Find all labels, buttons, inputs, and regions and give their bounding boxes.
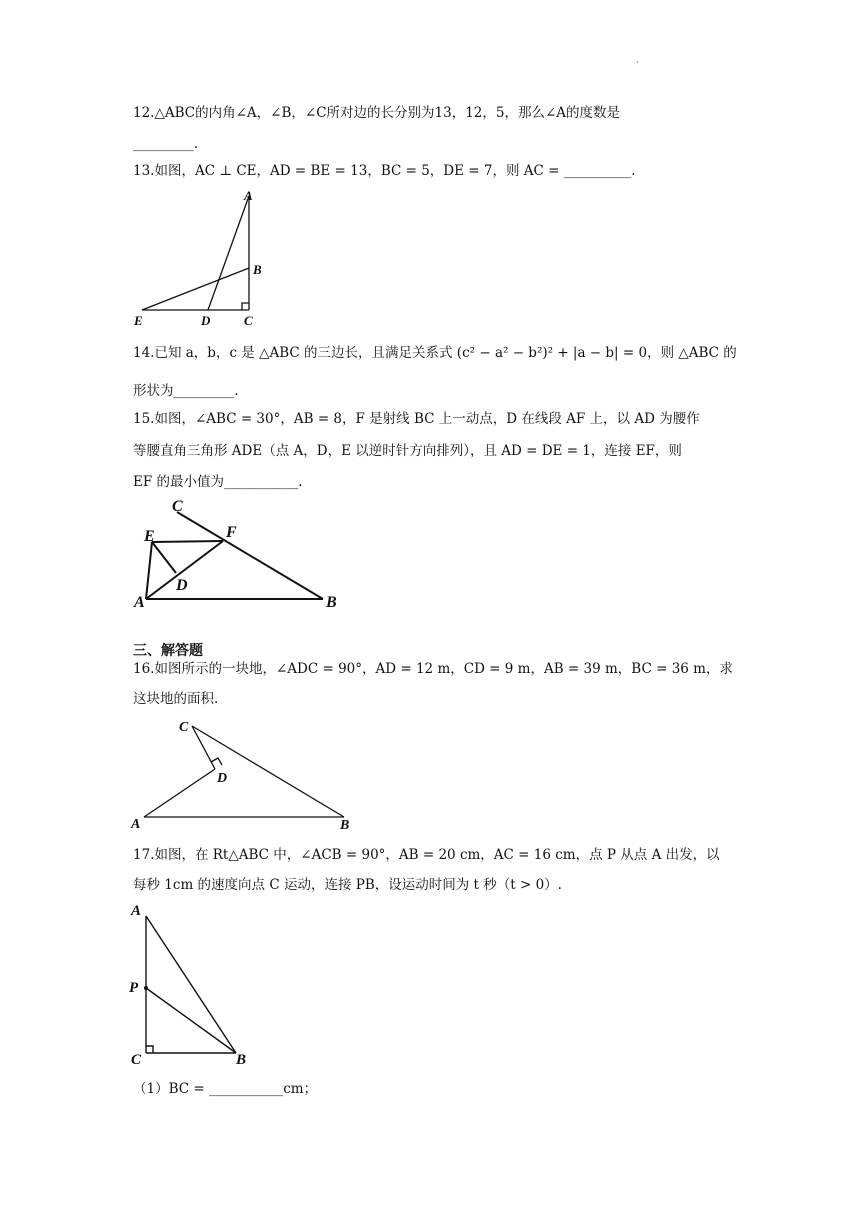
q15-label-d: D bbox=[176, 577, 188, 594]
q12-line1: 12.△ABC的内角∠A，∠B，∠C所对边的长分别为13，12，5，那么∠A的度数是 bbox=[133, 105, 621, 121]
q16-line1: 16.如图所示的一块地，∠ADC = 90°，AD = 12 m，CD = 9 m，AB = 39 m，BC = 36 m，求 bbox=[133, 661, 733, 677]
q17-right-angle-mark bbox=[146, 1046, 153, 1053]
q16-label-b: B bbox=[340, 818, 350, 833]
q15-label-a: A bbox=[134, 594, 145, 611]
q14-line2: 形状为_________. bbox=[133, 383, 239, 399]
q17-line1: 17.如图，在 Rt△ABC 中，∠ACB = 90°，AB = 20 cm，AC = 16 cm，点 P 从点 A 出发，以 bbox=[133, 847, 720, 863]
q17-point-p bbox=[144, 986, 148, 990]
q16-label-c: C bbox=[179, 720, 189, 735]
q15-label-b: B bbox=[326, 594, 337, 611]
q17-label-p: P bbox=[129, 980, 139, 996]
q13-label-c: C bbox=[244, 313, 253, 328]
q17-label-b: B bbox=[236, 1052, 247, 1068]
q15-segment-ef bbox=[152, 541, 223, 542]
q17-label-c: C bbox=[131, 1052, 142, 1068]
q17-segment-pb bbox=[146, 988, 236, 1053]
q15-figure bbox=[130, 495, 350, 615]
q13-segment-eb bbox=[142, 268, 249, 310]
q14-line1: 14.已知 a，b，c 是 △ABC 的三边长，且满足关系式 (c² − a² − b²)² + |a − b| = 0，则 △ABC 的 bbox=[133, 345, 737, 361]
q13-label-b: B bbox=[253, 262, 262, 277]
q13-right-angle-mark bbox=[242, 303, 249, 310]
q13-figure bbox=[130, 188, 280, 328]
q17-line2: 每秒 1cm 的速度向点 C 运动，连接 PB，设运动时间为 t 秒（t > 0）. bbox=[133, 877, 562, 893]
q16-label-d: D bbox=[217, 771, 228, 786]
q15-line1: 15.如图，∠ABC = 30°，AB = 8，F 是射线 BC 上一动点，D 在线段 AF 上，以 AD 为腰作 bbox=[133, 411, 700, 427]
q15-label-f: F bbox=[226, 524, 237, 541]
section-title: 三、解答题 bbox=[133, 643, 203, 659]
q13-segment-ad bbox=[208, 196, 249, 310]
q13-label-e: E bbox=[134, 313, 143, 328]
q15-segment-ed bbox=[152, 542, 176, 573]
q15-line3: EF 的最小值为___________. bbox=[133, 474, 303, 490]
q17-part1: （1）BC = ___________cm； bbox=[133, 1081, 318, 1097]
q16-label-a: A bbox=[131, 817, 141, 832]
q17-label-a: A bbox=[131, 903, 142, 919]
q15-line2: 等腰直角三角形 ADE（点 A，D，E 以逆时针方向排列），且 AD = DE = 1，连接 EF，则 bbox=[133, 443, 682, 459]
q16-segment-cb bbox=[192, 726, 344, 817]
q13-text: 13.如图，AC ⊥ CE，AD = BE = 13，BC = 5，DE = 7，则 AC = __________. bbox=[133, 163, 636, 179]
q15-ray-bc bbox=[177, 512, 323, 599]
q16-line2: 这块地的面积. bbox=[133, 691, 219, 707]
q17-figure bbox=[128, 900, 258, 1070]
q15-segment-ae bbox=[146, 542, 152, 599]
header-mark: · bbox=[636, 58, 639, 67]
q12-line2: _________. bbox=[133, 136, 199, 152]
q16-figure bbox=[128, 712, 358, 832]
q13-label-a: A bbox=[244, 188, 253, 203]
q13-label-d: D bbox=[201, 313, 211, 328]
q15-label-e: E bbox=[144, 528, 155, 545]
q17-segment-ab bbox=[146, 916, 236, 1053]
q16-segment-ad bbox=[144, 769, 215, 817]
q15-label-c: C bbox=[172, 498, 183, 515]
